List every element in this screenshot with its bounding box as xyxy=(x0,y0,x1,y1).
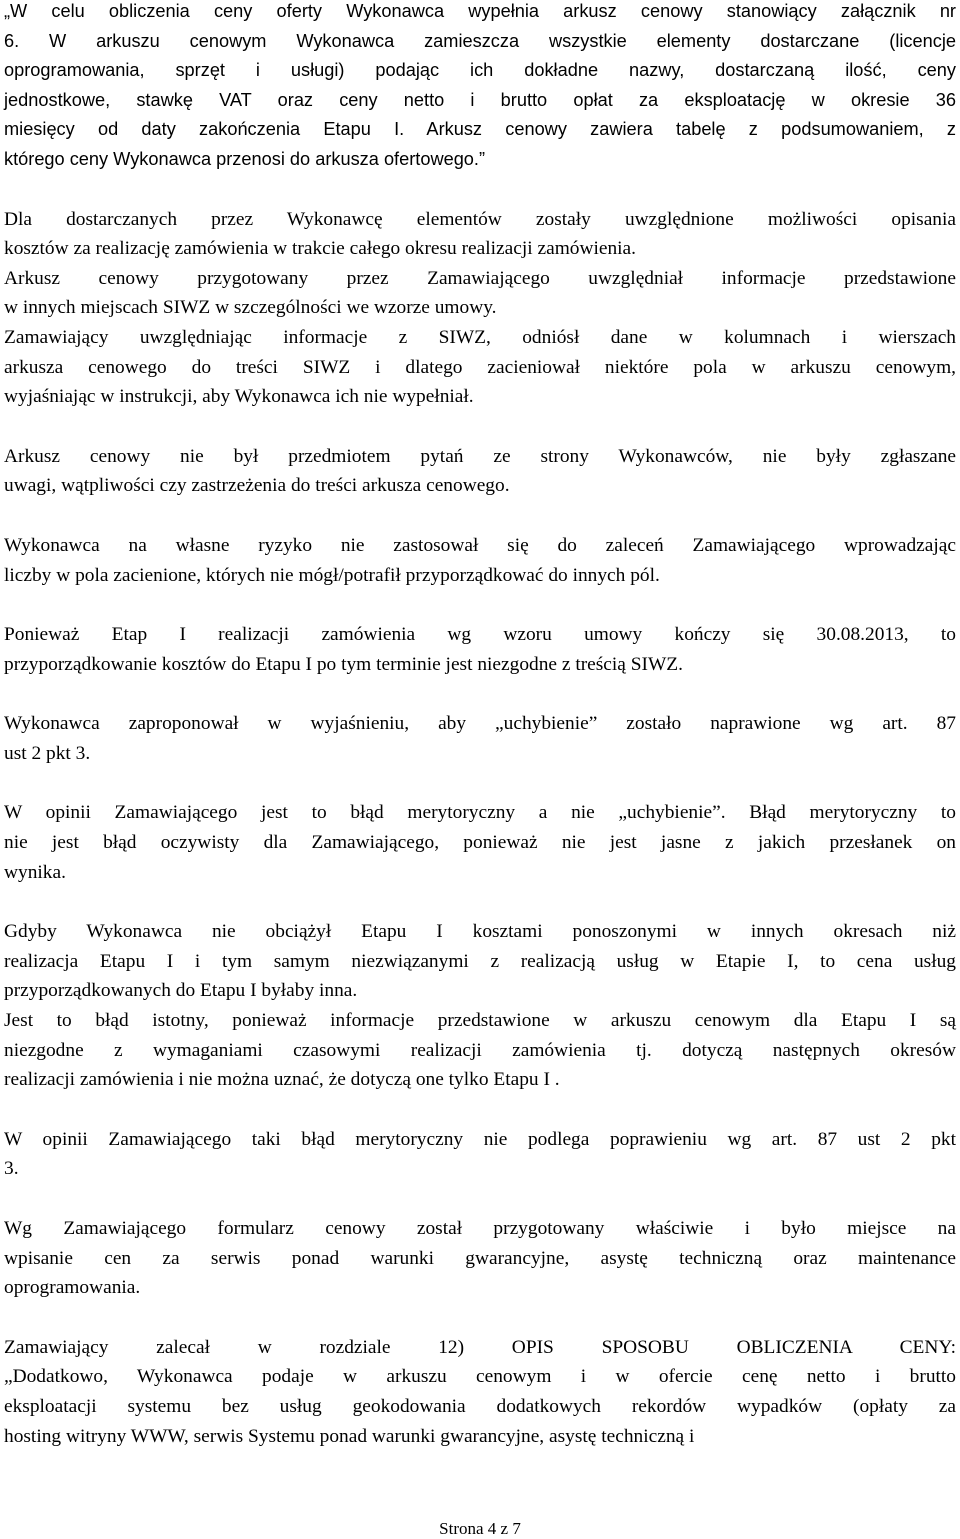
text-line: „Dodatkowo, Wykonawca podaje w arkuszu cenowym i w ofercie cenę netto i brutto xyxy=(4,1366,956,1388)
paragraph-p1 xyxy=(4,0,956,175)
text-line: Wykonawca na własne ryzyko nie zastosował się do zaleceń Zamawiającego wprowadzając xyxy=(4,534,956,556)
text-line: kosztów za realizację zamówienia w trakcie całego okresu realizacji zamówienia. xyxy=(4,238,637,260)
paragraph-p2 xyxy=(4,205,956,264)
text-line: nie jest błąd oczywisty dla Zamawiającego, ponieważ nie jest jasne z jakich przesłanek on xyxy=(4,832,956,854)
paragraph-p14 xyxy=(4,1333,956,1451)
text-line: Wykonawca zaproponował w wyjaśnieniu, aby „uchybienie” zostało naprawione wg art. 87 xyxy=(4,713,956,735)
text-line: jednostkowe, stawkę VAT oraz ceny netto i brutto opłat za eksploatację w okresie 36 xyxy=(4,89,956,110)
text-line: Wg Zamawiającego formularz cenowy został przygotowany właściwie i było miejsce na xyxy=(4,1218,956,1239)
paragraph-p8 xyxy=(4,709,956,768)
text-line: Jest to błąd istotny, ponieważ informacje przedstawione w arkuszu cenowym dla Etapu I są xyxy=(4,1010,956,1032)
text-line: Gdyby Wykonawca nie obciążył Etapu I kosztami ponoszonymi w innych okresach niż xyxy=(4,921,956,943)
paragraph-p7 xyxy=(4,620,956,679)
text-line: realizacji zamówienia i nie można uznać, że dotyczą one tylko Etapu I . xyxy=(4,1069,560,1091)
text-line: W opinii Zamawiającego jest to błąd merytoryczny a nie „uchybienie”. Błąd merytoryczny to xyxy=(4,802,956,824)
text-line: niezgodne z wymaganiami czasowymi realizacji zamówienia tj. dotyczą następnych okresów xyxy=(4,1039,956,1061)
text-line: eksploatacji systemu bez usług geokodowania dodatkowych rekordów wypadków (opłaty za xyxy=(4,1395,956,1417)
text-line: wyjaśniając w instrukcji, aby Wykonawca ich nie wypełniał. xyxy=(4,386,474,408)
text-line: Ponieważ Etap I realizacji zamówienia wg wzoru umowy kończy się 30.08.2013, to xyxy=(4,624,956,646)
text-line: W opinii Zamawiającego taki błąd merytoryczny nie podlega poprawieniu wg art. 87 ust 2 pkt xyxy=(4,1128,956,1150)
paragraph-p6 xyxy=(4,531,956,590)
page-footer xyxy=(0,1519,960,1539)
text-line: 3. xyxy=(4,1158,19,1180)
text-line: uwagi, wątpliwości czy zastrzeżenia do treści arkusza cenowego. xyxy=(4,475,510,497)
text-line: „W celu obliczenia ceny oferty Wykonawca wypełnia arkusz cenowy stanowiący załącznik nr xyxy=(4,1,956,21)
text-line: oprogramowania, sprzęt i usługi) podając ich dokładne nazwy, dostarczaną ilość, ceny xyxy=(4,60,956,81)
text-line: Zamawiający zalecał w rozdziale 12) OPIS SPOSOBU OBLICZENIA CENY: xyxy=(4,1336,956,1358)
paragraph-p13 xyxy=(4,1214,956,1303)
text-line: wpisanie cen za serwis ponad warunki gwarancyjne, asystę techniczną oraz maintenance xyxy=(4,1247,956,1269)
text-line: Arkusz cenowy nie był przedmiotem pytań ze strony Wykonawców, nie były zgłaszane xyxy=(4,445,956,467)
paragraph-p10 xyxy=(4,917,956,1006)
document-page xyxy=(4,0,956,1451)
text-line: hosting witryny WWW, serwis Systemu ponad warunki gwarancyjne, asystę techniczną i xyxy=(4,1425,695,1447)
paragraph-p9 xyxy=(4,798,956,887)
page-number: Strona 4 z 7 xyxy=(439,1519,521,1538)
text-line: arkusza cenowego do treści SIWZ i dlatego zacieniował niektóre pola w arkuszu cenowym, xyxy=(4,356,956,378)
text-line: Arkusz cenowy przygotowany przez Zamawiającego uwzględniał informacje przedstawione xyxy=(4,267,956,289)
text-line: wynika. xyxy=(4,861,66,883)
paragraph-p3 xyxy=(4,264,956,323)
text-line: przyporządkowanie kosztów do Etapu I po tym terminie jest niezgodne z treścią SIWZ. xyxy=(4,653,683,675)
text-line: liczby w pola zacienione, których nie mógł/potrafił przyporządkować do innych pól. xyxy=(4,564,660,586)
text-line: Zamawiający uwzględniając informacje z SIWZ, odniósł dane w kolumnach i wierszach xyxy=(4,326,956,348)
text-line: którego ceny Wykonawca przenosi do arkusza ofertowego.” xyxy=(4,148,486,169)
paragraph-p12 xyxy=(4,1125,956,1184)
text-line: 6. W arkuszu cenowym Wykonawca zamieszcza wszystkie elementy dostarczane (licencje xyxy=(4,30,956,51)
text-line: ust 2 pkt 3. xyxy=(4,742,91,764)
text-line: Dla dostarczanych przez Wykonawcę elementów zostały uwzględnione możliwości opisania xyxy=(4,208,956,230)
paragraph-p5 xyxy=(4,442,956,501)
paragraph-p11 xyxy=(4,1006,956,1095)
paragraph-p4 xyxy=(4,323,956,412)
text-line: miesięcy od daty zakończenia Etapu I. Arkusz cenowy zawiera tabelę z podsumowaniem, z xyxy=(4,119,956,140)
text-line: oprogramowania. xyxy=(4,1277,141,1299)
text-line: realizacja Etapu I i tym samym niezwiązanymi z realizacją usług w Etapie I, to cena usług xyxy=(4,950,956,972)
text-line: przyporządkowanych do Etapu I byłaby inna. xyxy=(4,980,358,1002)
text-line: w innych miejscach SIWZ w szczególności we wzorze umowy. xyxy=(4,297,497,319)
